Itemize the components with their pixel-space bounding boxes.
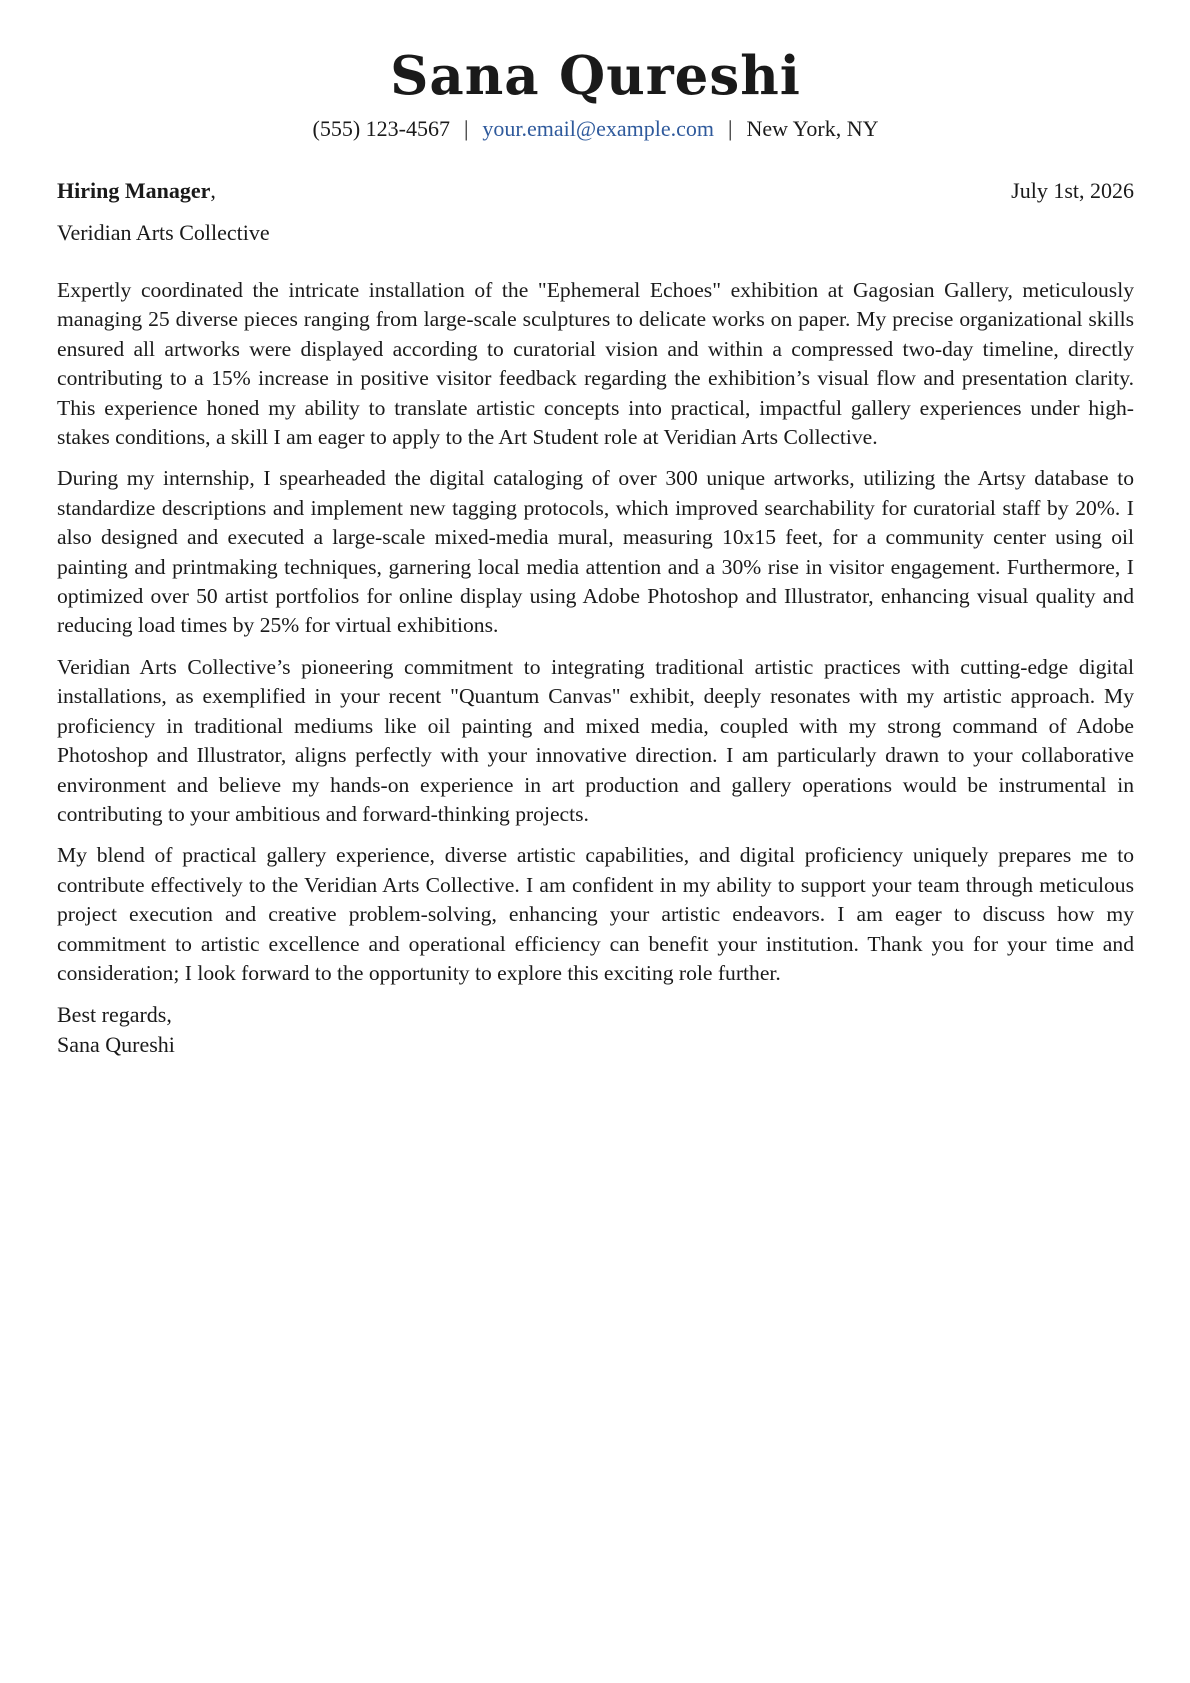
closing-salutation: Best regards, — [57, 1002, 172, 1028]
contact-separator: | — [464, 116, 469, 141]
cover-letter-page — [57, 0, 1134, 1683]
contact-separator: | — [728, 116, 733, 141]
contact-line — [57, 114, 1134, 144]
body-paragraph: My blend of practical gallery experience, diverse artistic capabilities, and digital proficiency uniquely prepares me to contribute effectively to the Veridian Arts Collective. I am confident in my ability to support your team through meticulous project execution and creative problem-solving, enhancing your artistic endeavors. I am eager to discuss how my commitment to artistic excellence and operational efficiency can benefit your institution. Thank you for your time and consideration; I look forward to the opportunity to explore this exciting role further. — [57, 843, 1134, 985]
applicant-name: Sana Qureshi — [390, 45, 801, 107]
recipient-company: Veridian Arts Collective — [57, 220, 270, 245]
location: New York, NY — [746, 116, 879, 141]
letter-date: July 1st, 2026 — [1011, 178, 1134, 203]
recipient-comma: , — [210, 178, 216, 203]
letter-closing — [57, 1000, 1134, 1060]
body-paragraph: Expertly coordinated the intricate installation of the "Ephemeral Echoes" exhibition at Gagosian Gallery, meticulously managing 25 diverse pieces ranging from large-scale sculptures to delicate works on paper. My precise organizational skills ensured all artworks were displayed according to curatorial vision and within a compressed two-day timeline, directly contributing to a 15% increase in positive visitor feedback regarding the exhibition’s visual flow and presentation clarity. This experience honed my ability to translate artistic concepts into practical, impactful gallery experiences under high-stakes conditions, a skill I am eager to apply to the Art Student role at Veridian Arts Collective. — [57, 278, 1134, 450]
body-paragraph: During my internship, I spearheaded the digital cataloging of over 300 unique artworks, utilizing the Artsy database to standardize descriptions and implement new tagging protocols, which improved searchability for curatorial staff by 20%. I also designed and executed a large-scale mixed-media mural, measuring 10x15 feet, for a community center using oil painting and printmaking techniques, garnering local media attention and a 30% rise in visitor engagement. Furthermore, I optimized over 50 artist portfolios for online display using Adobe Photoshop and Illustrator, enhancing visual quality and reducing load times by 25% for virtual exhibitions. — [57, 466, 1134, 638]
letter-header — [57, 0, 1134, 144]
email-link[interactable]: your.email@example.com — [482, 116, 715, 141]
phone-number: (555) 123-4567 — [312, 116, 450, 141]
recipient-line — [57, 176, 216, 206]
recipient-name: Hiring Manager — [57, 178, 211, 203]
recipient-date-row — [57, 176, 1134, 206]
letter-body — [57, 276, 1134, 988]
closing-signature: Sana Qureshi — [57, 1032, 175, 1058]
body-paragraph: Veridian Arts Collective’s pioneering commitment to integrating traditional artistic practices with cutting-edge digital installations, as exemplified in your recent "Quantum Canvas" exhibit, deeply resonates with my artistic approach. My proficiency in traditional mediums like oil painting and mixed media, coupled with my strong command of Adobe Photoshop and Illustrator, aligns perfectly with your innovative direction. I am particularly drawn to your collaborative environment and believe my hands-on experience in art production and gallery operations would be instrumental in contributing to your ambitious and forward-thinking projects. — [57, 654, 1134, 826]
